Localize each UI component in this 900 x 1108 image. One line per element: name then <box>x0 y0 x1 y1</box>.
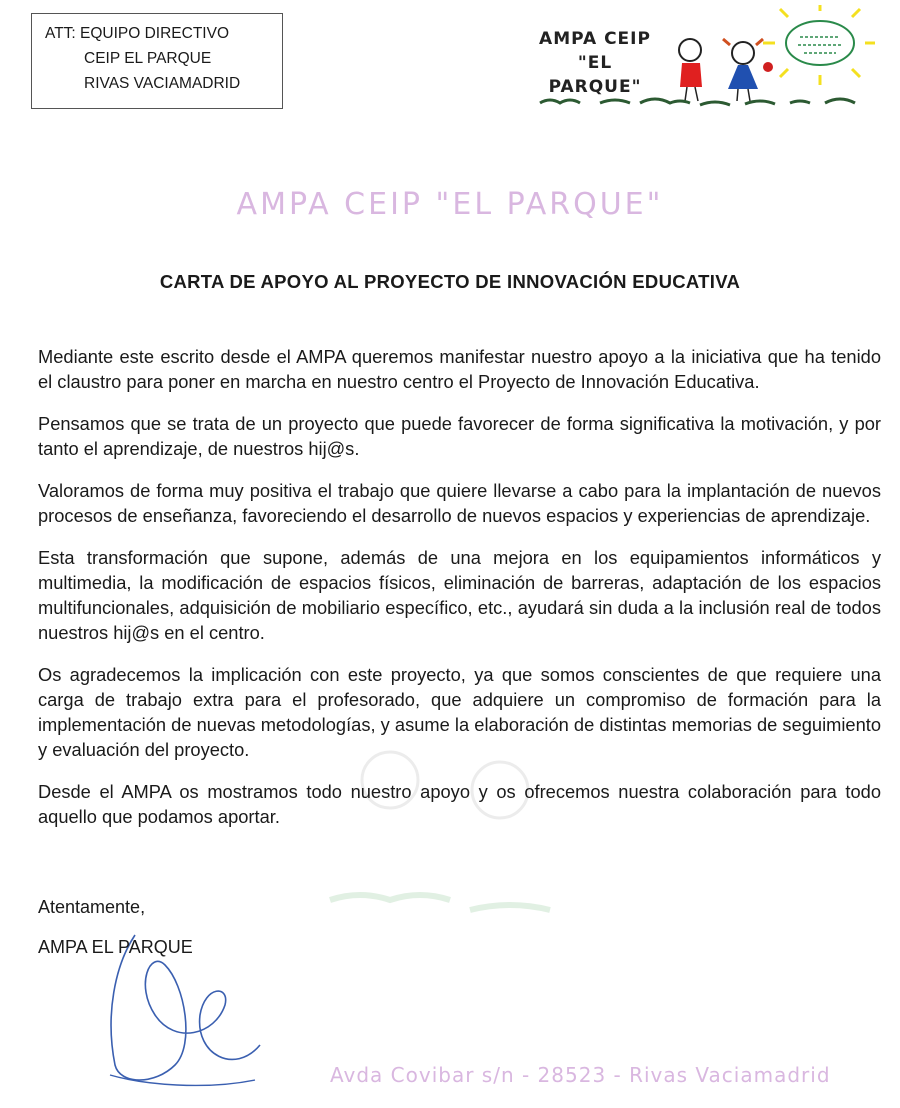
letter-title: CARTA DE APOYO AL PROYECTO DE INNOVACIÓN EDUCATIVA <box>159 271 741 292</box>
recipient-line: RIVAS VACIAMADRID <box>84 75 241 92</box>
paragraph: Valoramos de forma muy positiva el trabajo que quiere llevarse a cabo para la implantación de nuevos procesos de enseñanza, favoreciendo el desarrollo de nuevos espacios y experiencias de aprendizaje. <box>38 480 881 526</box>
paragraph: Desde el AMPA os mostramos todo nuestro apoyo y os ofrecemos nuestra colaboración para todo aquello que podamos aportar. <box>38 781 881 827</box>
letter-body <box>38 344 881 967</box>
logo-line: AMPA CEIP <box>539 29 651 49</box>
paragraph: Pensamos que se trata de un proyecto que puede favorecer de forma significativa la motivación, y por tanto el aprendizaje, de nuestros hij@s. <box>38 413 881 459</box>
recipient-line: ATT: EQUIPO DIRECTIVO <box>45 25 230 42</box>
paragraph: Mediante este escrito desde el AMPA queremos manifestar nuestro apoyo a la iniciativa que ha tenido el claustro para poner en marcha en nuestro centro el Proyecto de Innovación Educativa. <box>38 346 881 392</box>
logo-text <box>530 27 660 99</box>
logo-line: "EL PARQUE" <box>548 53 642 97</box>
paragraph: Os agradecemos la implicación con este proyecto, ya que somos conscientes de que requiere una carga de trabajo extra para el profesorado, que adquiere un compromiso de formación para la implementación de nuevas metodologías, y asume la elaboración de distintas memorias de seguimiento y evaluación del proyecto. <box>38 664 881 760</box>
closing <box>38 887 881 967</box>
signer-name: AMPA EL PARQUE <box>38 937 193 957</box>
ampa-logo <box>530 5 875 115</box>
stamp-top-text: AMPA CEIP "EL PARQUE" <box>236 187 664 222</box>
recipient-line: CEIP EL PARQUE <box>84 50 212 67</box>
salutation: Atentamente, <box>38 897 146 917</box>
paragraph: Esta transformación que supone, además de una mejora en los equipamientos informáticos y multimedia, la modificación de espacios físicos, eliminación de barreras, adaptación de los espacios multifuncionales, adquisición de mobiliario específico, etc., ayudará sin duda a la inclusión real de todos nuestros hij@s en el centro. <box>38 547 881 643</box>
recipient-box <box>31 13 283 109</box>
stamp-bottom-text: Avda Covibar s/n - 28523 - Rivas Vaciamadrid <box>330 1063 831 1087</box>
